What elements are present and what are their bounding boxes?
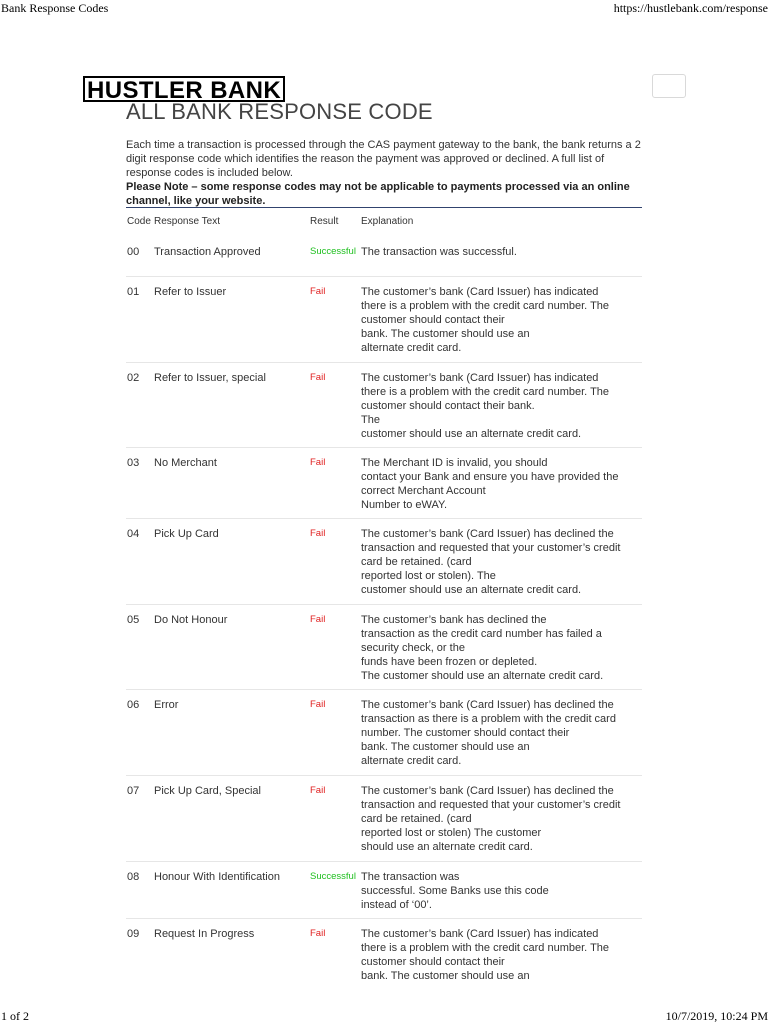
explanation-line: transaction and requested that your customer’s credit — [361, 799, 621, 811]
result-badge: Fail — [310, 457, 326, 468]
response-text: Honour With Identification — [154, 871, 280, 883]
print-footer-page: 1 of 2 — [1, 1009, 29, 1023]
explanation-line: alternate credit card. — [361, 755, 462, 767]
please-note: Please Note – some response codes may not be applicable to payments processed via an online channel, like your website. — [126, 181, 630, 207]
table-top-rule — [126, 207, 642, 208]
print-header-title: Bank Response Codes — [1, 1, 109, 15]
response-code: 00 — [127, 246, 140, 258]
response-code: 03 — [127, 457, 140, 469]
explanation-line: The transaction was — [361, 871, 460, 883]
response-text: Refer to Issuer, special — [154, 372, 266, 384]
result-badge: Successful — [310, 871, 356, 882]
explanation-line: transaction as the credit card number has failed a — [361, 628, 602, 640]
explanation-line: reported lost or stolen) The customer — [361, 827, 542, 839]
response-code: 01 — [127, 286, 140, 298]
explanation-line: instead of ‘00’. — [361, 899, 432, 911]
result-badge: Fail — [310, 785, 326, 796]
explanation-line: bank. The customer should use an — [361, 741, 530, 753]
response-text: Pick Up Card, Special — [154, 785, 261, 797]
table-row — [126, 776, 642, 862]
explanation-line: The customer should use an alternate credit card. — [361, 670, 604, 682]
response-text: Pick Up Card — [154, 528, 219, 540]
explanation-line: The Merchant ID is invalid, you should — [361, 457, 548, 469]
explanation-line: Number to eWAY. — [361, 499, 447, 511]
explanation-line: The customer’s bank (Card Issuer) has declined the — [361, 699, 614, 711]
response-text: Transaction Approved — [154, 246, 261, 258]
table-row — [126, 605, 642, 690]
response-text: No Merchant — [154, 457, 217, 469]
header-explanation: Explanation — [361, 216, 414, 227]
result-badge: Fail — [310, 528, 326, 539]
result-badge: Fail — [310, 372, 326, 383]
response-text: Request In Progress — [154, 928, 255, 940]
explanation-line: funds have been frozen or depleted. — [361, 656, 538, 668]
response-code: 05 — [127, 614, 140, 626]
response-code: 06 — [127, 699, 140, 711]
print-header-url: https://hustlebank.com/response — [613, 1, 768, 15]
explanation-line: security check, or the — [361, 642, 465, 654]
explanation — [361, 870, 646, 912]
explanation-line: customer should use an alternate credit card. — [361, 584, 582, 596]
explanation-line: card be retained. (card — [361, 556, 472, 568]
table-row — [126, 363, 642, 448]
response-text: Do Not Honour — [154, 614, 228, 626]
response-code: 04 — [127, 528, 140, 540]
explanation — [361, 285, 646, 355]
result-badge: Fail — [310, 614, 326, 625]
explanation — [361, 698, 646, 768]
hustler-bank-logo[interactable]: HUSTLER BANK — [83, 76, 285, 102]
explanation-line: The — [361, 414, 380, 426]
explanation-line: customer should contact their — [361, 314, 505, 326]
explanation-line: customer should contact their bank. — [361, 400, 535, 412]
explanation-line: alternate credit card. — [361, 342, 462, 354]
response-code: 09 — [127, 928, 140, 940]
table-row — [126, 919, 642, 1004]
print-footer-datetime: 10/7/2019, 10:24 PM — [665, 1009, 768, 1023]
explanation-line: The transaction was successful. — [361, 246, 517, 258]
explanation-line: The customer’s bank has declined the — [361, 614, 547, 626]
menu-button[interactable] — [652, 74, 686, 98]
result-badge: Successful — [310, 246, 356, 257]
explanation-line: transaction as there is a problem with the credit card — [361, 713, 616, 725]
result-badge: Fail — [310, 699, 326, 710]
table-row — [126, 862, 642, 919]
explanation — [361, 371, 646, 441]
explanation — [361, 245, 646, 259]
response-text: Refer to Issuer — [154, 286, 227, 298]
explanation-line: The customer’s bank (Card Issuer) has declined the — [361, 785, 614, 797]
table-row — [126, 237, 642, 277]
result-badge: Fail — [310, 928, 326, 939]
response-code: 02 — [127, 372, 140, 384]
explanation-line: The customer’s bank (Card Issuer) has indicated — [361, 928, 599, 940]
header-response-text: Response Text — [154, 216, 220, 227]
page-title: ALL BANK RESPONSE CODE — [126, 99, 433, 124]
response-text: Error — [154, 699, 179, 711]
explanation-line: card be retained. (card — [361, 813, 472, 825]
table-row — [126, 448, 642, 519]
result-badge: Fail — [310, 286, 326, 297]
explanation-line: reported lost or stolen). The — [361, 570, 496, 582]
explanation — [361, 613, 646, 683]
table-row — [126, 690, 642, 776]
response-code: 08 — [127, 871, 140, 883]
explanation-line: successful. Some Banks use this code — [361, 885, 549, 897]
explanation — [361, 784, 646, 854]
response-code: 07 — [127, 785, 140, 797]
explanation-line: there is a problem with the credit card number. The — [361, 300, 610, 312]
intro-paragraph: Each time a transaction is processed through the CAS payment gateway to the bank, the bank returns a 2 digit response code which identifies the reason the payment was approved or declined. A full list of response codes is included below. — [126, 139, 641, 179]
explanation — [361, 927, 646, 983]
print-footer — [0, 1009, 768, 1025]
explanation-line: The customer’s bank (Card Issuer) has indicated — [361, 286, 599, 298]
table-row — [126, 277, 642, 363]
explanation-line: bank. The customer should use an — [361, 328, 530, 340]
explanation-line: customer should contact their — [361, 956, 505, 968]
explanation-line: should use an alternate credit card. — [361, 841, 533, 853]
explanation-line: there is a problem with the credit card number. The — [361, 386, 610, 398]
explanation — [361, 456, 646, 512]
explanation-line: there is a problem with the credit card number. The — [361, 942, 610, 954]
explanation-line: correct Merchant Account — [361, 485, 486, 497]
header-code: Code — [127, 216, 151, 227]
explanation-line: transaction and requested that your customer’s credit — [361, 542, 621, 554]
explanation-line: customer should use an alternate credit card. — [361, 428, 582, 440]
explanation — [361, 527, 646, 597]
header-result: Result — [310, 216, 339, 227]
explanation-line: The customer’s bank (Card Issuer) has indicated — [361, 372, 599, 384]
explanation-line: The customer’s bank (Card Issuer) has declined the — [361, 528, 614, 540]
table-row — [126, 519, 642, 605]
explanation-line: bank. The customer should use an — [361, 970, 530, 982]
explanation-line: number. The customer should contact their — [361, 727, 570, 739]
explanation-line: contact your Bank and ensure you have provided the — [361, 471, 619, 483]
